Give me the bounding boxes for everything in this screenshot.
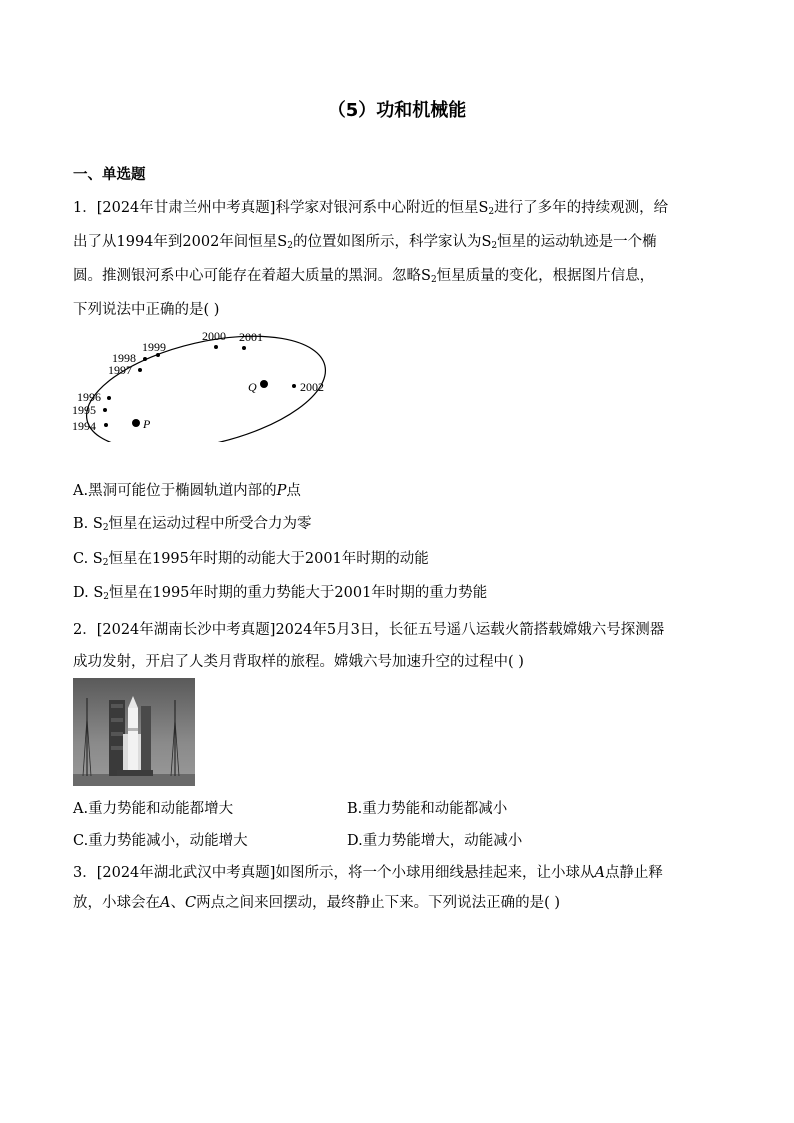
label-1994: 1994: [72, 419, 96, 433]
q2-option-a: A.重力势能和动能都增大: [73, 801, 234, 817]
label-1997: 1997: [108, 363, 132, 377]
dot-1994: [104, 423, 108, 427]
dot-1995: [103, 408, 107, 412]
q3-line-2: 放，小球会在A、C两点之间来回摆动，最终静止下来。下列说法正确的是( ): [73, 895, 561, 911]
label-1995: 1995: [72, 403, 96, 417]
q3-line-1: 3．[2024年湖北武汉中考真题]如图所示，将一个小球用细线悬挂起来，让小球从A点静止释: [73, 865, 663, 881]
q2-option-b: B.重力势能和动能都减小: [347, 801, 508, 817]
label-1996: 1996: [77, 390, 101, 404]
point-p-dot: [132, 419, 140, 427]
q1-line-4: 下列说法中正确的是( ): [73, 302, 220, 318]
dot-2001: [242, 346, 246, 350]
rocket-launch-photo: [73, 678, 195, 786]
page-title: （5）功和机械能: [327, 100, 467, 121]
q1-line-2: 出了从1994年到2002年间恒星$S_2$的位置如图所示，科学家认为$S_2$恒星的运动轨迹是一个椭: [73, 234, 657, 251]
q2-line-1: 2．[2024年湖南长沙中考真题]2024年5月3日，长征五号遥八运载火箭搭载嫦娥六号探测器: [73, 622, 665, 638]
point-q-dot: [260, 380, 268, 388]
q1-line-1: 1．[2024年甘肃兰州中考真题]科学家对银河系中心附近的恒星$S_2$进行了多年的持续观测，给: [73, 200, 669, 217]
label-q: Q: [248, 380, 257, 394]
label-2002: 2002: [300, 380, 324, 394]
dot-1997: [138, 368, 142, 372]
label-p: P: [143, 417, 151, 431]
dot-2002: [292, 384, 296, 388]
q1-option-a: A.黑洞可能位于椭圆轨道内部的P点: [73, 483, 301, 499]
dot-1996: [107, 396, 111, 400]
label-2000: 2000: [202, 329, 226, 343]
label-1998: 1998: [112, 351, 136, 365]
q2-option-d: D.重力势能增大，动能减小: [347, 833, 523, 849]
dot-1998: [143, 357, 147, 361]
orbit-ellipse: [76, 327, 337, 442]
dot-2000: [214, 345, 218, 349]
q2-line-2: 成功发射，开启了人类月背取样的旅程。嫦娥六号加速升空的过程中( ): [73, 654, 524, 670]
q1-option-d: D. $S_2$恒星在1995年时期的重力势能大于2001年时期的重力势能: [73, 585, 488, 602]
q1-option-c: C. $S_2$恒星在1995年时期的动能大于2001年时期的动能: [73, 551, 429, 568]
label-1999: 1999: [142, 340, 166, 354]
section-heading: 一、单选题: [73, 167, 146, 183]
q1-option-b: B. $S_2$恒星在运动过程中所受合力为零: [73, 516, 312, 533]
label-2001: 2001: [239, 330, 263, 344]
q2-option-c: C.重力势能减小，动能增大: [73, 833, 248, 849]
q1-line-3: 圆。推测银河系中心可能存在着超大质量的黑洞。忽略$S_2$恒星质量的变化，根据图片信息，: [73, 268, 655, 285]
orbit-figure: [72, 327, 342, 442]
